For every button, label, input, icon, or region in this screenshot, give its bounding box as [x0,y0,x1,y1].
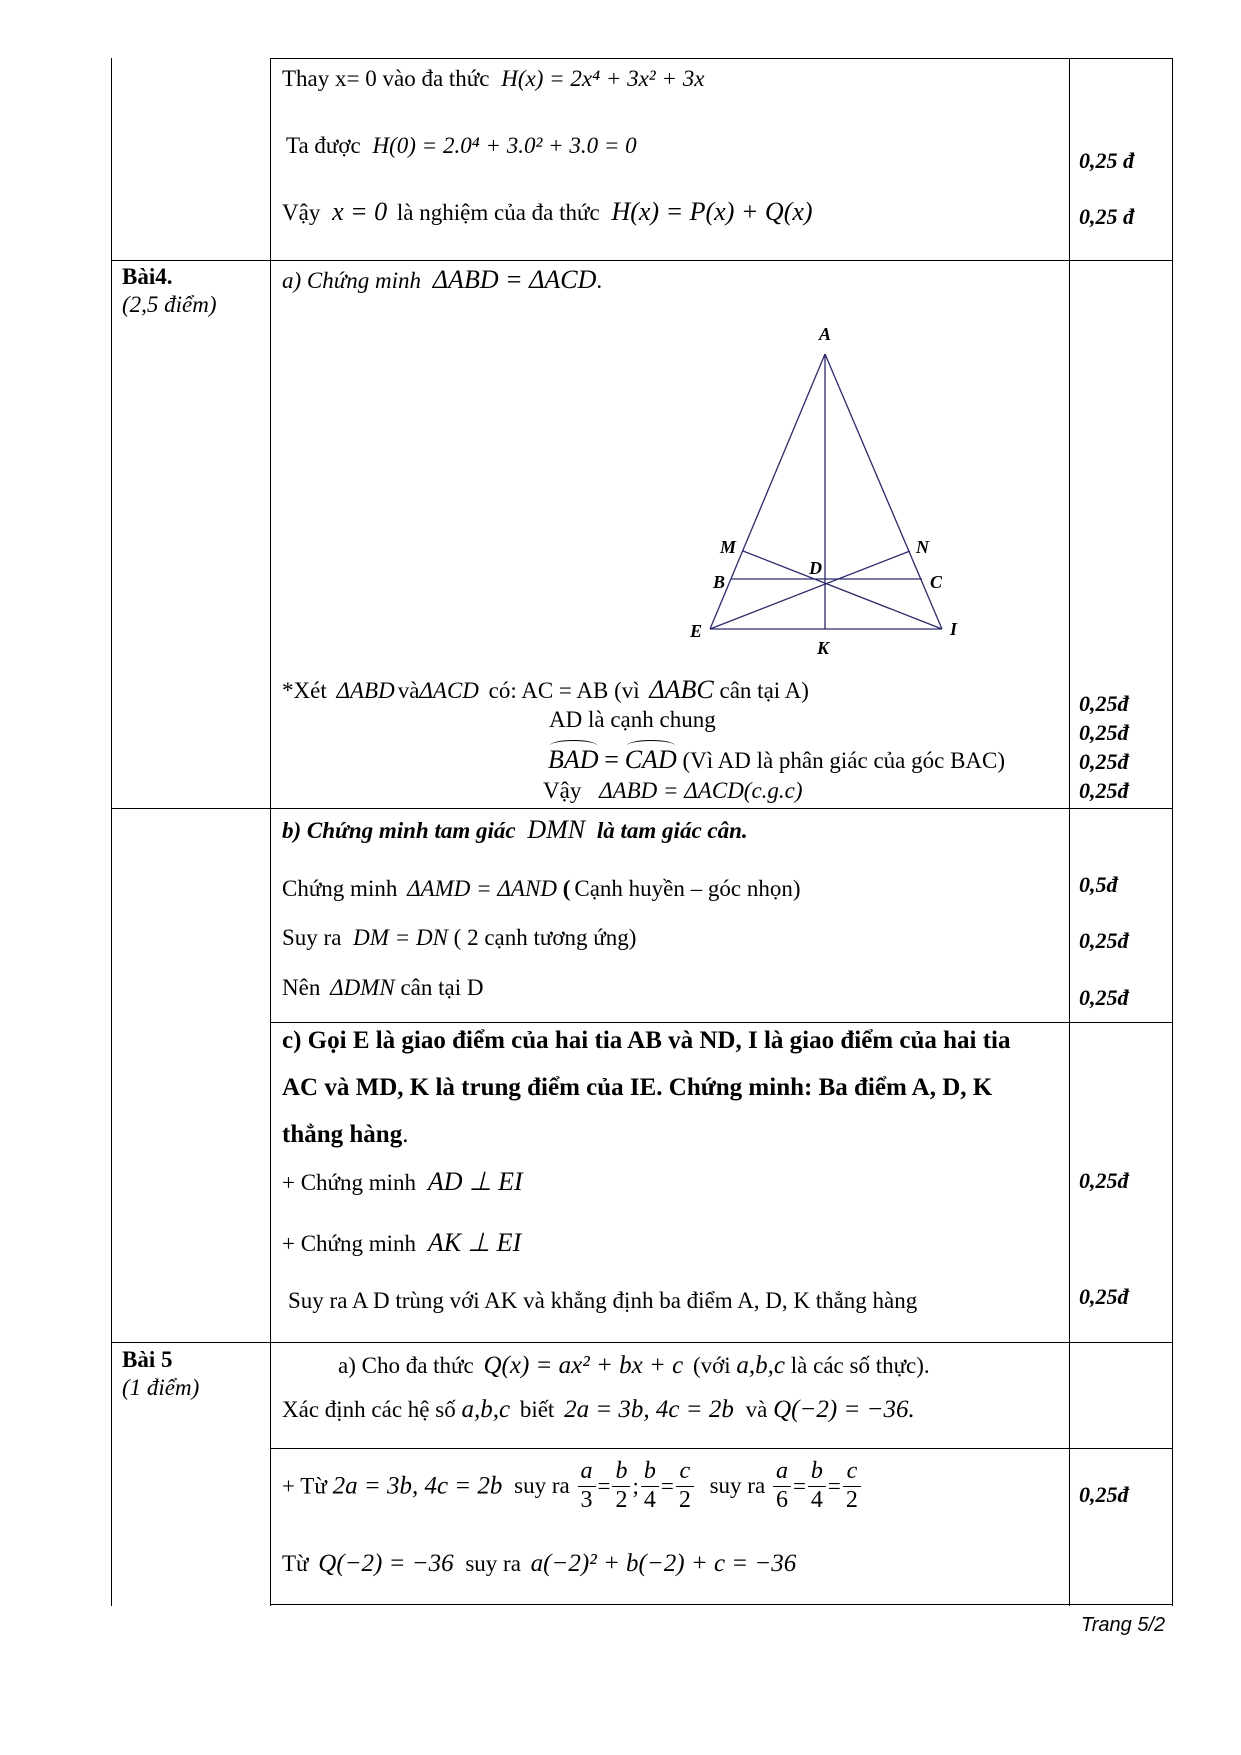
frac7-num: c [843,1458,861,1487]
part-b-var: DMN [527,815,586,844]
fraction-a-3 [578,1458,596,1514]
bai3-line-3 [282,198,813,227]
score-a-2: 0,25đ [1079,720,1129,745]
page-footer: Trang 5/2 [1081,1614,1166,1636]
label-M: M [720,537,737,557]
bai3-line2-prefix: Ta được [286,133,361,158]
angle-cad: CAD [624,745,677,774]
bai3-score-1: 0,25 đ [1079,148,1134,173]
s-line2-mid: suy ra [465,1551,521,1576]
xet-prefix: *Xét [282,678,327,703]
right-border [1172,58,1173,1606]
eq-3: = [792,1473,806,1499]
c-line2-prefix: + Chứng minh [282,1231,417,1256]
part-c-line-2: AC và MD, K là trung điểm của IE. Chứng minh: Ba điểm A, D, K [282,1074,993,1101]
eq-2: = [660,1473,674,1499]
frac1-num: a [578,1458,596,1487]
score-b-2: 0,25đ [1079,928,1129,953]
q-line1-a: a) Cho đa thức [338,1353,474,1378]
score-a-4: 0,25đ [1079,778,1129,803]
b-line2-formula: DM = DN [353,925,448,950]
label-C: C [930,572,943,592]
xet-tri2: ΔACD [419,678,479,703]
eq-4: = [827,1473,841,1499]
segment-AE [710,354,825,629]
q-line1-formula: Q(x) = ax² + bx + c [483,1352,684,1379]
part-c-line-3 [282,1121,408,1149]
q-line1-vars: a,b,c [736,1352,786,1379]
c-line-3: Suy ra A D trùng với AK và khẳng định ba điểm A, D, K thẳng hàng [288,1288,918,1313]
row-line [270,1448,1173,1449]
score-a-1: 0,25đ [1079,691,1129,716]
conclude-prefix: Vậy [543,778,582,803]
s-line1-mid2: suy ra [709,1473,766,1499]
c-line-1 [282,1168,523,1197]
bai3-line3-mid: là nghiệm của đa thức [396,200,600,225]
label-K: K [817,638,830,658]
segment-AI [825,354,942,629]
bai3-line-1 [282,66,704,91]
row-line [270,58,1173,59]
part-c-line3-text: thẳng hàng [282,1121,403,1148]
b-line1-formula: ΔAMD = ΔAND [407,876,557,901]
score-c-1: 0,25đ [1079,1168,1129,1193]
semicolon: ; [632,1473,639,1499]
angle-reason: (Vì AD là phân giác của góc BAC) [682,748,1006,773]
frac2-den: 2 [615,1486,628,1513]
c-line1-formula: AD ⊥ EI [427,1167,523,1196]
q-line1-suffix: là các số thực). [790,1353,930,1378]
xet-line [282,676,809,705]
bai4-title: Bài4. [122,264,173,289]
frac4-num: c [676,1458,694,1487]
part-a-label: a) Chứng minh [282,268,422,293]
part-a-formula: ΔABD = ΔACD [432,265,597,294]
label-B: B [713,572,726,592]
part-b-title [282,816,748,845]
b-line-3 [282,975,483,1000]
segment-MI [743,551,942,629]
b-line1-prefix: Chứng minh [282,876,398,901]
b-line-2 [282,925,636,950]
q-line-2 [282,1396,915,1424]
row-line [111,808,1173,809]
angle-line [548,746,1005,775]
xet-co: có: AC = AB (vì [488,678,640,703]
bai5-points: (1 điểm) [122,1375,200,1400]
score-c-2: 0,25đ [1079,1284,1129,1309]
b-line1-paren: ( [562,876,571,901]
ad-common-line: AD là cạnh chung [549,707,716,732]
row-line [270,1022,1173,1023]
xet-abc: ΔABC [649,675,714,704]
s-line2-formula2: a(−2)² + b(−2) + c = −36 [530,1550,797,1577]
s-line-2 [282,1550,796,1578]
xet-and: và [397,678,420,703]
bai3-score-2: 0,25 đ [1079,204,1134,229]
label-A: A [819,324,832,344]
bai3-line3-formula: H(x) = P(x) + Q(x) [611,197,813,226]
bai5-title: Bài 5 [122,1347,173,1372]
bai3-line3-prefix: Vậy [282,200,321,225]
s-line-1 [282,1458,863,1514]
q-line2-prefix: Xác định các hệ số [282,1397,456,1422]
bai4-points: (2,5 điểm) [122,292,217,317]
q-line2-mid: biết [519,1397,555,1422]
b-line3-formula: ΔDMN [330,975,395,1000]
angle-eq: = [604,745,619,774]
row-line [111,1342,1173,1343]
c-line2-formula: AK ⊥ EI [427,1228,522,1257]
b-line-1 [282,876,801,901]
label-I: I [950,619,958,639]
xet-suffix: cân tại A) [719,678,809,703]
s-line2-formula1: Q(−2) = −36 [318,1550,454,1577]
left-border [111,58,112,1606]
score-b-3: 0,25đ [1079,985,1129,1010]
q-line-1 [338,1352,930,1380]
bai3-line3-var: x = 0 [332,197,388,226]
b-line3-prefix: Nên [282,975,321,1000]
bai4-part-a [282,266,602,295]
frac1-den: 3 [580,1486,593,1513]
label-E: E [690,621,703,641]
part-c-line-1: c) Gọi E là giao điểm của hai tia AB và ND, I là giao điểm của hai tia [282,1027,1011,1054]
frac7-den: 2 [845,1486,858,1513]
bai5-score: 0,25đ [1079,1482,1129,1507]
s-line1-formula: 2a = 3b, 4c = 2b [332,1472,503,1500]
part-b-label: b) Chứng minh tam giác [282,818,516,843]
triangle-figure [670,320,970,660]
row-line [111,260,1173,261]
q-line1-mid: (với [692,1353,731,1378]
conclude-formula: ΔABD = ΔACD(c.g.c) [599,778,803,803]
frac6-num: b [808,1458,826,1487]
frac5-num: a [773,1458,791,1487]
fraction-b-4-second [808,1458,826,1514]
part-b-suffix: là tam giác cân. [596,818,748,843]
bai3-line2-formula: H(0) = 2.0⁴ + 3.0² + 3.0 = 0 [372,133,637,158]
s-line1-mid: suy ra [514,1473,570,1499]
c-line-2 [282,1229,521,1258]
fraction-c-2-second [843,1458,861,1514]
s-line1-prefix: + Từ [282,1473,327,1499]
frac4-den: 2 [678,1486,691,1513]
q-line2-formula1: 2a = 3b, 4c = 2b [564,1396,734,1423]
label-N: N [916,537,929,557]
part-c-dot: . [402,1121,409,1148]
col-divider-1 [270,58,271,1606]
b-line2-suffix: ( 2 cạnh tương ứng) [453,925,637,950]
frac3-den: 4 [643,1486,656,1513]
q-line2-formula2: Q(−2) = −36. [773,1396,915,1423]
eq-1: = [597,1473,611,1499]
frac2-num: b [612,1458,630,1487]
b-line2-prefix: Suy ra [282,925,342,950]
score-b-1: 0,5đ [1079,872,1118,897]
fraction-b-2 [612,1458,630,1514]
fraction-c-2 [676,1458,694,1514]
part-a-dot: . [596,268,603,293]
frac5-den: 6 [775,1486,788,1513]
c-line1-prefix: + Chứng minh [282,1170,417,1195]
frac6-den: 4 [810,1486,823,1513]
label-D: D [809,558,822,578]
fraction-a-6 [773,1458,791,1514]
s-line2-prefix: Từ [282,1551,309,1576]
bai3-line-2 [286,133,637,158]
q-line2-and: và [745,1397,768,1422]
xet-tri1: ΔABD [336,678,395,703]
b-line1-suffix: Cạnh huyền – góc nhọn) [574,876,801,901]
bai3-line1-formula: H(x) = 2x⁴ + 3x² + 3x [501,66,705,91]
conclude-line [543,778,803,803]
q-line2-vars: a,b,c [461,1396,511,1423]
row-line [270,1604,1173,1605]
frac3-num: b [641,1458,659,1487]
score-a-3: 0,25đ [1079,749,1129,774]
bai3-line1-prefix: Thay x= 0 vào đa thức [282,66,490,91]
fraction-b-4 [641,1458,659,1514]
col-divider-2 [1069,58,1070,1606]
b-line3-suffix: cân tại D [400,975,484,1000]
angle-bad: BAD [548,745,599,774]
